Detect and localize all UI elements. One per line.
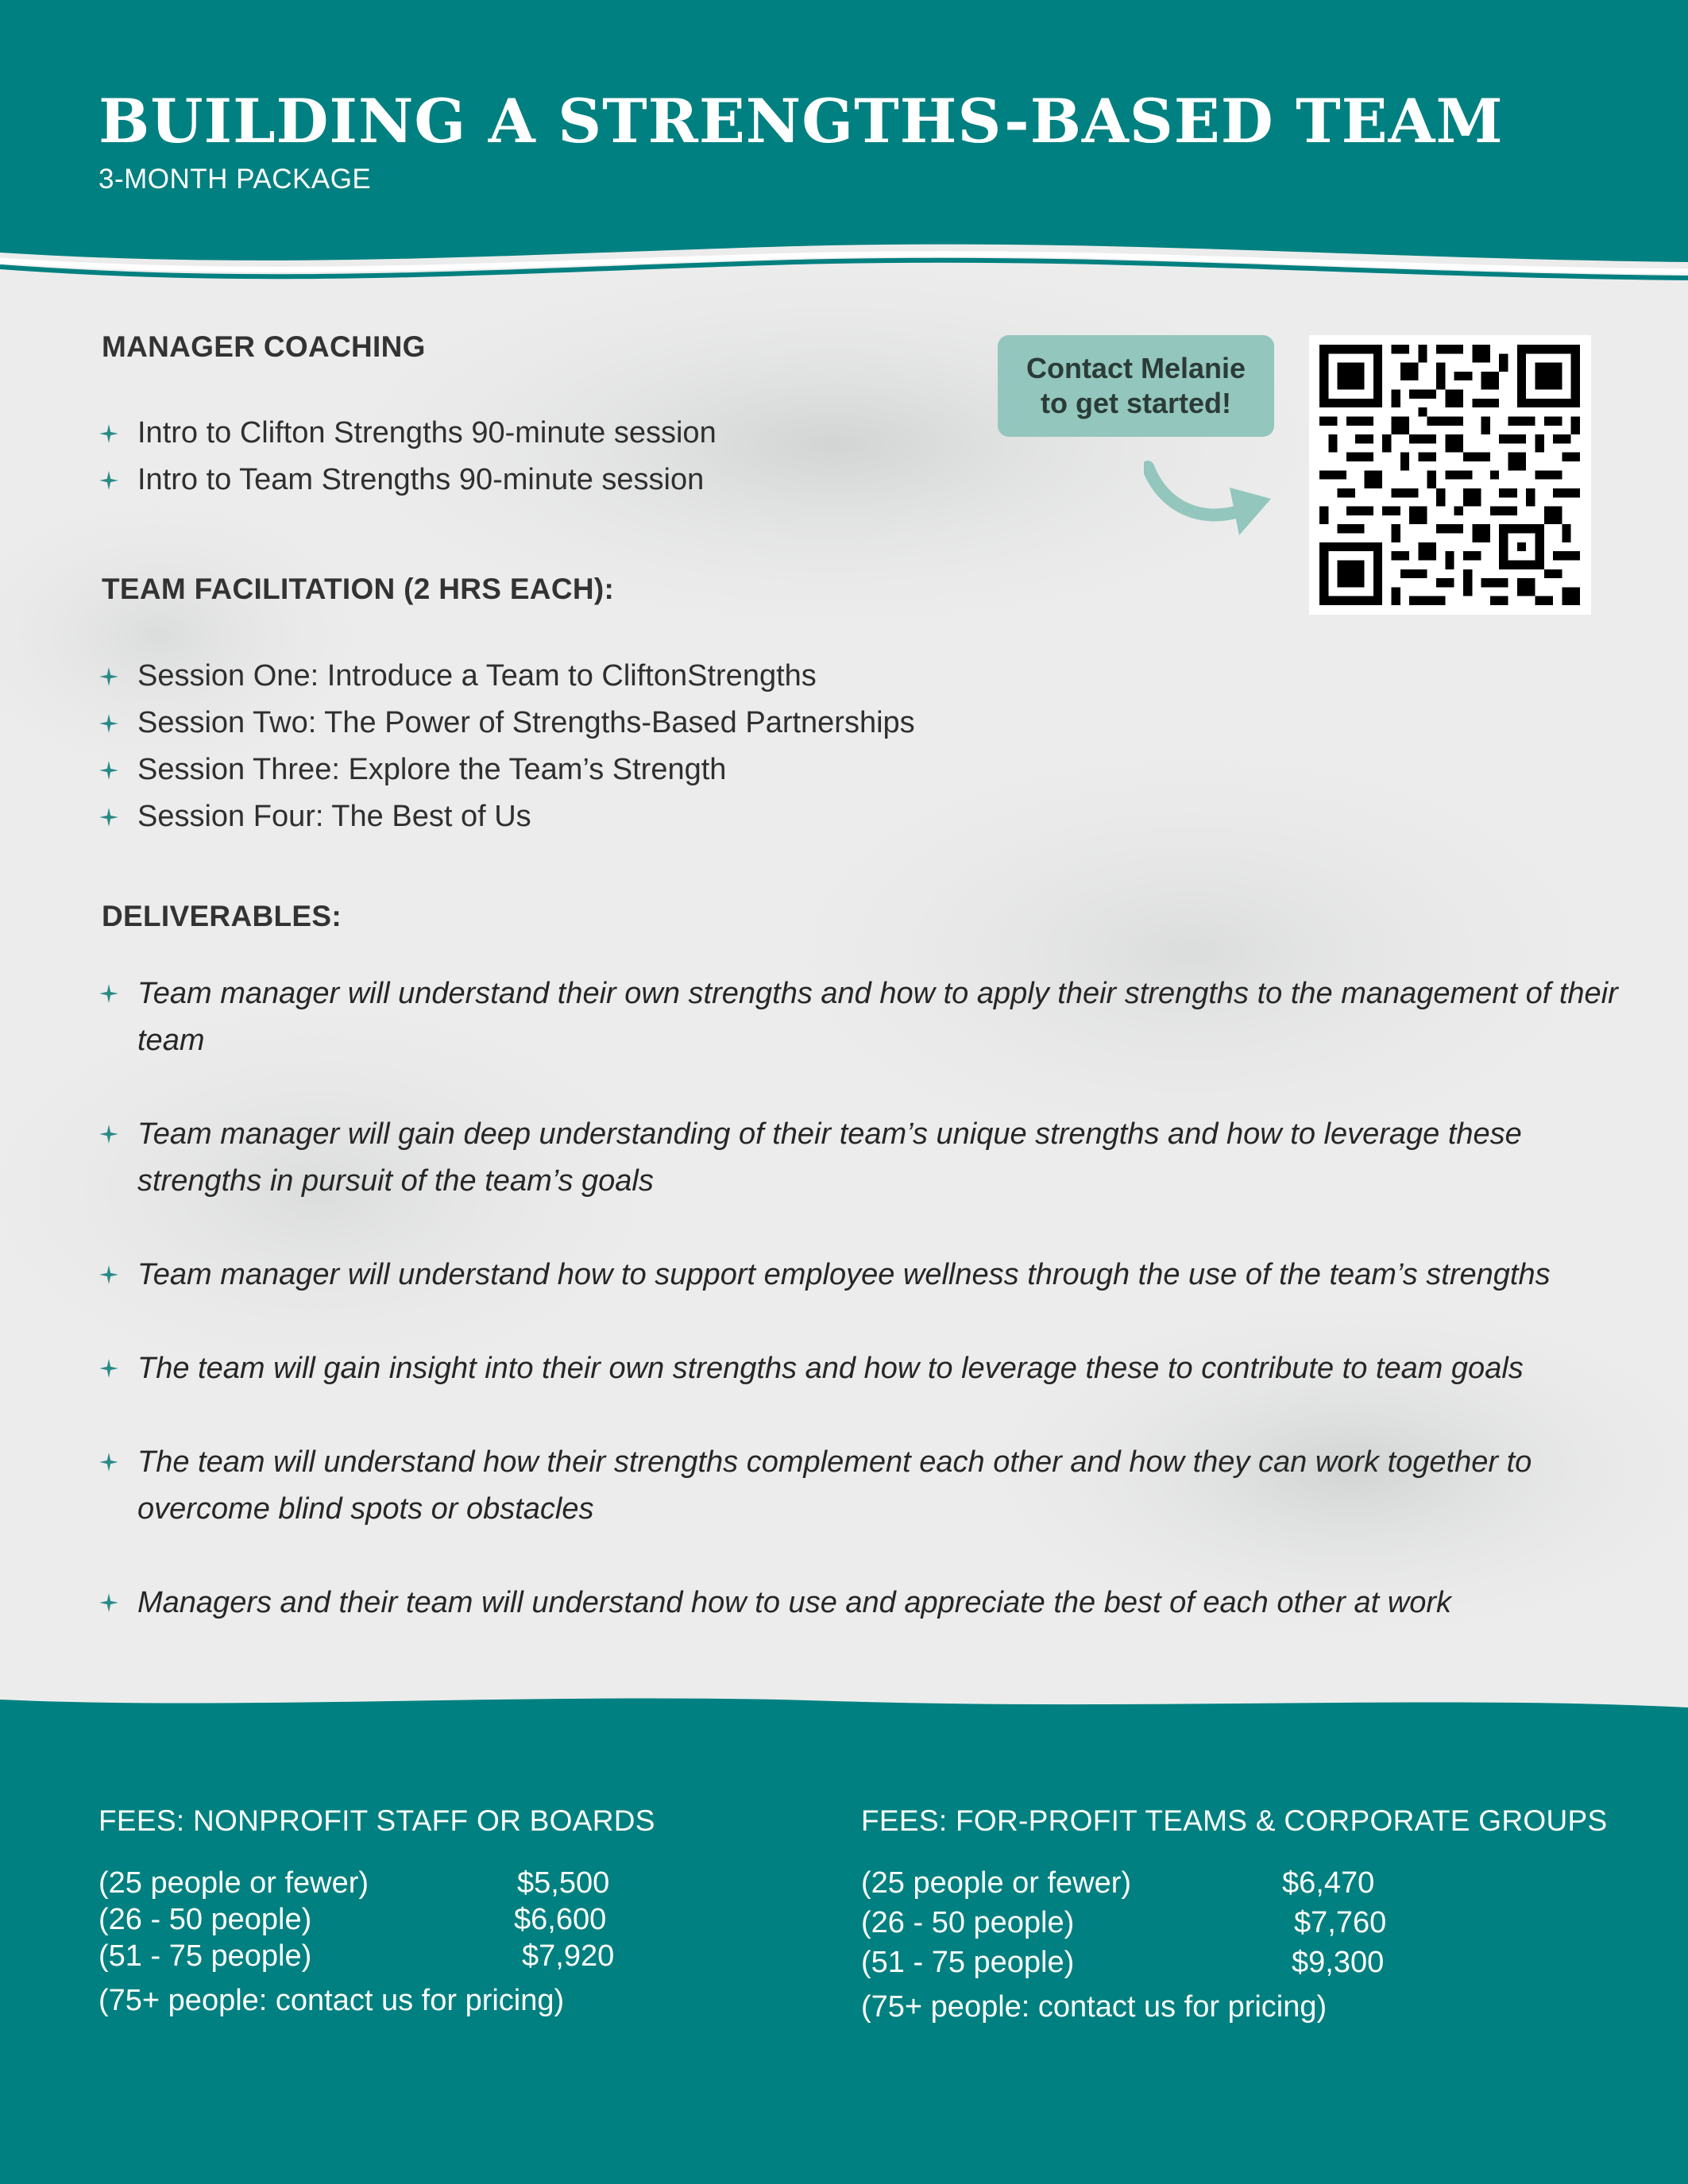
list-item: Session Two: The Power of Strengths-Based Partnerships (98, 700, 915, 747)
list-item: Team manager will gain deep understanding of their team’s unique strengths and how to leverage these strengths in pursuit of the team’s goals (98, 1111, 1624, 1205)
list-item: Team manager will understand their own strengths and how to apply their strengths to the management of their team (98, 970, 1624, 1064)
list-item: The team will gain insight into their own strengths and how to leverage these to contribute to team goals (98, 1345, 1624, 1392)
fees-forprofit-note: (75+ people: contact us for pricing) (861, 1990, 1327, 2024)
list-item: Session Four: The Best of Us (98, 793, 915, 840)
page-subtitle: 3-MONTH PACKAGE (98, 164, 372, 195)
list-item: The team will understand how their strengths complement each other and how they can work together to overcome blind spots or obstacles (98, 1439, 1624, 1533)
sparkle-bullet-icon (98, 470, 119, 491)
list-item: Session One: Introduce a Team to CliftonStrengths (98, 653, 915, 700)
deliverables-heading: DELIVERABLES: (102, 900, 342, 932)
sparkle-bullet-icon (98, 1358, 119, 1379)
manager-coaching-heading: MANAGER COACHING (102, 330, 426, 363)
fee-price: $6,470 (1282, 1866, 1375, 1900)
fee-row: (25 people or fewer) $5,500 (98, 1866, 610, 1900)
sparkle-bullet-icon (98, 1264, 119, 1285)
fee-row: (51 - 75 people) $9,300 (861, 1946, 1385, 1979)
sparkle-bullet-icon (98, 807, 119, 828)
sparkle-bullet-icon (98, 666, 119, 687)
fee-row: (25 people or fewer) $6,470 (861, 1866, 1375, 1900)
fees-nonprofit-column (98, 1804, 655, 2018)
fee-price: $5,500 (517, 1866, 610, 1900)
team-facilitation-heading: TEAM FACILITATION (2 HRS EACH): (102, 573, 615, 605)
fee-row: (26 - 50 people) $6,600 (98, 1903, 607, 1936)
qr-code[interactable] (1309, 335, 1591, 615)
sparkle-bullet-icon (98, 760, 119, 781)
fee-row: (26 - 50 people) $7,760 (861, 1906, 1387, 1939)
qr-code-icon (1319, 345, 1581, 605)
manager-coaching-list (98, 410, 717, 504)
header-wave-divider (0, 222, 1688, 294)
sparkle-bullet-icon (98, 1592, 119, 1613)
list-item: Session Three: Explore the Team’s Strength (98, 747, 915, 793)
sparkle-bullet-icon (98, 713, 119, 734)
list-item: Team manager will understand how to support employee wellness through the use of the team’s strengths (98, 1252, 1624, 1298)
list-item: Intro to Team Strengths 90-minute session (98, 457, 717, 504)
fee-price: $7,920 (522, 1939, 615, 1973)
list-item: Managers and their team will understand how to use and appreciate the best of each other at work (98, 1580, 1624, 1626)
team-facilitation-list (98, 653, 915, 840)
header-band (0, 0, 1688, 238)
contact-line-2: to get started! (1040, 387, 1231, 419)
curved-arrow-icon (1144, 453, 1279, 540)
fee-price: $6,600 (514, 1903, 607, 1936)
fees-forprofit-title: FEES: FOR-PROFIT TEAMS & CORPORATE GROUPS (861, 1804, 1608, 1837)
contact-line-1: Contact Melanie (1026, 352, 1246, 384)
fee-row: (51 - 75 people) $7,920 (98, 1939, 615, 1973)
sparkle-bullet-icon (98, 983, 119, 1004)
fees-nonprofit-title: FEES: NONPROFIT STAFF OR BOARDS (98, 1804, 655, 1837)
page-title: BUILDING A STRENGTHS-BASED TEAM (98, 86, 1504, 156)
fee-price: $7,760 (1294, 1906, 1387, 1939)
deliverables-list (98, 970, 1624, 1673)
sparkle-bullet-icon (98, 423, 119, 444)
contact-callout (998, 335, 1274, 437)
footer-band (0, 1715, 1688, 2184)
list-item: Intro to Clifton Strengths 90-minute session (98, 410, 717, 457)
sparkle-bullet-icon (98, 1452, 119, 1472)
sparkle-bullet-icon (98, 1124, 119, 1144)
fees-forprofit-column (861, 1804, 1607, 2024)
fees-nonprofit-note: (75+ people: contact us for pricing) (98, 1984, 565, 2017)
fee-price: $9,300 (1292, 1946, 1385, 1979)
